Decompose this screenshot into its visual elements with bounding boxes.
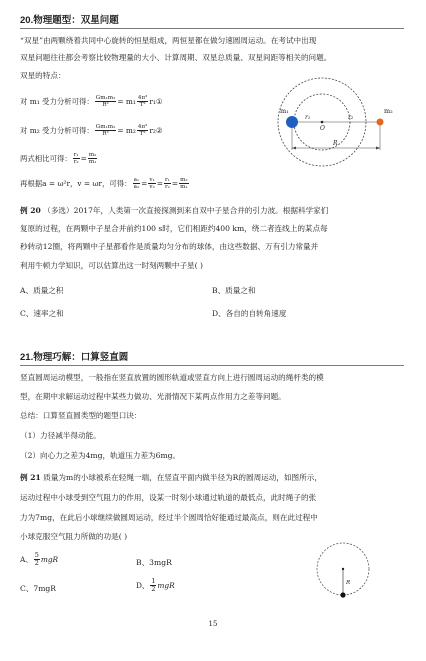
fraction: $\frac{5}{2}$ <box>34 551 39 567</box>
section-20-title: 20.物理题型：双星问题 <box>20 15 119 26</box>
example-20-line-1: 例 20 （多选）2017年，人类第一次直接探测到来自双中子星合并的引力波。根据科学家们 <box>20 206 329 215</box>
fraction: $\frac{\text{4π²}}{\text{T²}}$ <box>137 124 148 137</box>
vertical-circle-diagram <box>298 538 388 600</box>
example-21-line-1: 例 21 质量为m的小球被系在轻绳一端，在竖直平面内做半径为R的圆周运动，如图所示， <box>20 473 322 482</box>
option-b: B、3mgR <box>136 558 172 567</box>
option-c: C、速率之和 <box>20 309 64 318</box>
equation-m2: 对 m₂ 受力分析可得： $\frac{\text{Gm₁m₂}}{\text{R²}}$ = m₂ $\frac{\text{4π²}}{\text{T²}}$ r₂② <box>20 124 163 137</box>
example-21-label: 例 21 <box>20 473 41 482</box>
option-a: A、质量之积 <box>20 286 64 295</box>
label-R: R <box>333 140 338 147</box>
label-r1: r₁ <box>305 114 311 121</box>
equation-again: 再根据a = ω²r，v = ωr，可得： $\frac{\text{a₁}}{\text{a₂}}$ = $\frac{\text{v₁}}{\text{v₂}}$ = $\frac{\text{r₁}}{\text{r₂}}$ = $\frac{\text{m₂}}{\text{m₁}}$ <box>20 177 188 190</box>
section-21-line-2: 型，在期中求解运动过程中某些力做功、光滑情况下某两点作用力之差等问题。 <box>20 392 286 401</box>
example-21-line-2: 运动过程中小球受到空气阻力的作用，设某一时刻小球通过轨道的最低点，此时绳子的张 <box>20 493 317 502</box>
fraction: $\frac{\text{r₁}}{\text{r₂}}$ <box>73 152 79 165</box>
example-20-line-3: 秒转动12圈，将两颗中子星都看作是质量均匀分布的球体，由这些数据、万有引力常量并 <box>20 242 319 251</box>
fraction: $\frac{\text{r₁}}{\text{r₂}}$ <box>164 177 170 190</box>
example-21-line-4: 小球克服空气阻力所做的功是( ) <box>20 532 128 541</box>
example-20-label: 例 20 <box>20 206 41 215</box>
label-m2: m₂ <box>384 107 393 115</box>
label-o: O <box>320 125 325 132</box>
star-m2-icon <box>377 119 384 126</box>
option-d: D、各自的自转角速度 <box>212 309 287 318</box>
page-number: 15 <box>208 620 218 628</box>
label-r2: r₂ <box>348 114 354 121</box>
fraction: $\frac{\text{Gm₁m₂}}{\text{R²}}$ <box>95 95 116 108</box>
section-21-line-3: 总结：口算竖直圆类型的题型口诀： <box>20 411 142 420</box>
option-b: B、质量之和 <box>212 286 256 295</box>
section-divider <box>20 28 404 29</box>
fraction: $\frac{\text{v₁}}{\text{v₂}}$ <box>149 177 155 190</box>
label-m1: m₁ <box>280 107 289 115</box>
fraction: $\frac{\text{Gm₁m₂}}{\text{R²}}$ <box>95 124 116 137</box>
example-21-line-3: 力为7mg，在此后小球继续做圆周运动，经过半个圆周恰好能通过最高点，则在此过程中 <box>20 513 318 522</box>
fraction: $\frac{\text{m₂}}{\text{m₁}}$ <box>180 177 188 190</box>
section-21-title: 21.物理巧解：口算竖直圆 <box>20 352 129 363</box>
fraction: $\frac{\text{4π²}}{\text{T²}}$ <box>137 95 148 108</box>
intro-line-2: 双星问题往往都会考察比较物理量的大小、计算周期、双星总质量、双星间距等相关的问题。 <box>20 53 332 62</box>
fraction: $\frac{\text{a₁}}{\text{a₂}}$ <box>133 177 140 190</box>
intro-line-1: “双星”由两颗绕着共同中心旋转的恒星组成，两恒星都在做匀速圆周运动。在考试中出现 <box>20 36 317 45</box>
fraction: $\frac{\text{m₂}}{\text{m₁}}$ <box>88 152 97 165</box>
option-d: D、 $\frac{1}{2}$ mgR <box>136 577 175 593</box>
option-c: C、7mgR <box>20 584 57 593</box>
equation-m1: 对 m₁ 受力分析可得： $\frac{\text{Gm₁m₂}}{\text{R²}}$ = m₁ $\frac{\text{4π²}}{\text{T²}}$ r₁① <box>20 95 163 108</box>
label-R: R <box>346 580 351 586</box>
example-20-line-4: 利用牛顿力学知识，可以估算出这一时刻两颗中子星( ) <box>20 261 203 270</box>
star-m1-icon <box>286 116 298 128</box>
intro-line-3: 双星的特点： <box>20 71 66 80</box>
ball-icon <box>340 592 345 597</box>
section-21-line-1: 竖直圆周运动模型，一般指在竖直放置的圆形轨道或竖直方向上进行圆周运动的绳杆类的模 <box>20 373 324 382</box>
equation-ratio: 两式相比可得： $\frac{\text{r₁}}{\text{r₂}}$ = $\frac{\text{m₂}}{\text{m₁}}$ <box>20 152 97 165</box>
example-20-line-2: 复原的过程，在两颗中子星合并前约100 s时，它们相距约400 km，绕二者连线上的某点每 <box>20 224 328 233</box>
binary-star-diagram <box>272 76 408 180</box>
fraction: $\frac{1}{2}$ <box>151 577 156 593</box>
section-21-line-5: （2）向心力之差为4mg，轨道压力差为6mg。 <box>20 451 181 460</box>
option-a: A、 $\frac{5}{2}$ mgR <box>20 551 59 567</box>
section-21-line-4: （1）力径减半得动能。 <box>20 431 101 440</box>
section-divider <box>20 365 404 366</box>
